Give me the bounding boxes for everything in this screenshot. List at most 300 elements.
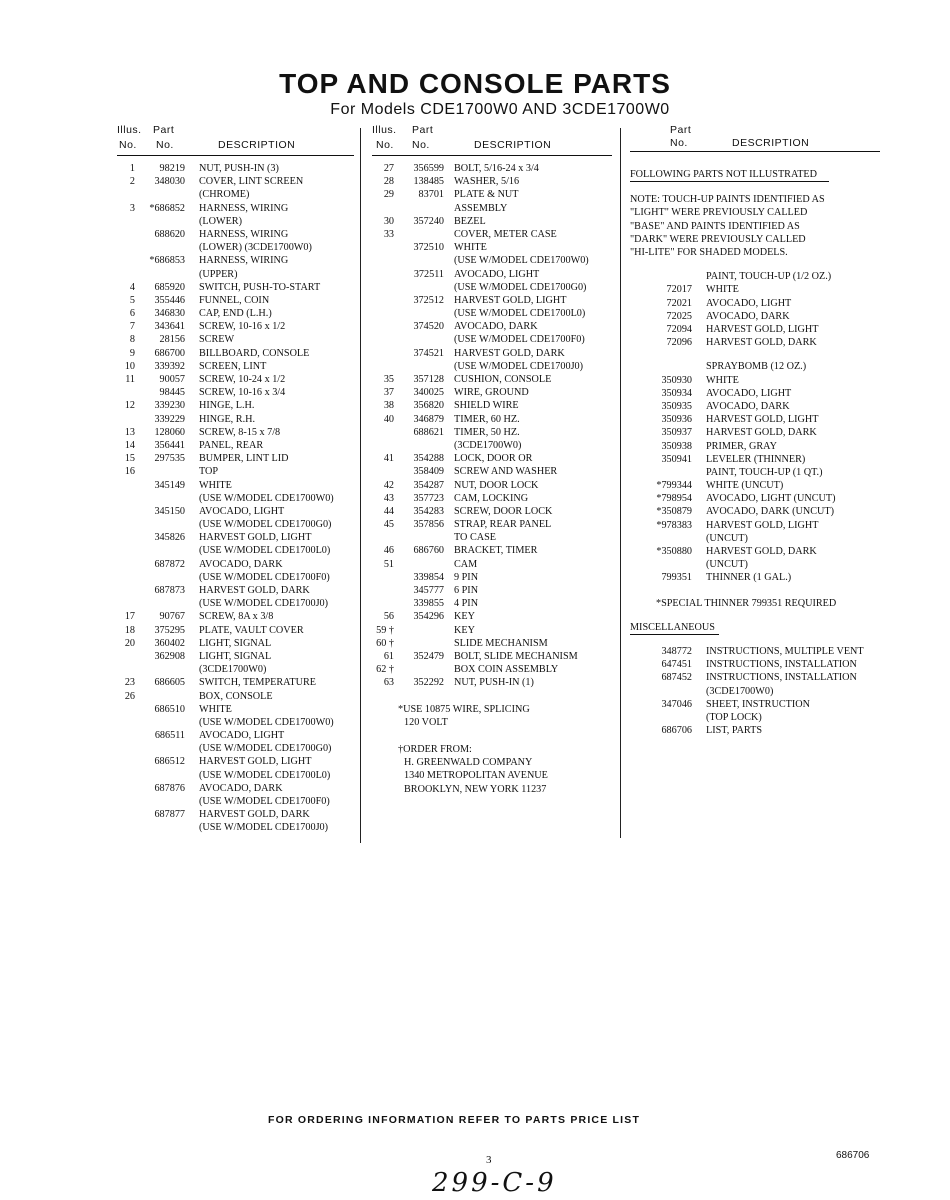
illus-no-header: No. xyxy=(119,139,137,151)
part-description: PANEL, REAR xyxy=(199,439,264,451)
illus-number: 45 xyxy=(383,519,394,531)
part-description: BOLT, 5/16-24 x 3/4 xyxy=(454,163,539,174)
parts-row xyxy=(117,505,354,518)
part-number: 28156 xyxy=(159,334,185,346)
part-description: HINGE, R.H. xyxy=(199,413,256,425)
illus-number: 40 xyxy=(383,413,394,425)
parts-row xyxy=(372,676,612,689)
part-number: 72025 xyxy=(666,310,692,322)
note-line: BROOKLYN, NEW YORK 11237 xyxy=(404,783,547,795)
part-number: 686511 xyxy=(154,730,185,742)
part-number: 128060 xyxy=(154,426,185,438)
illus-number: 26 xyxy=(124,690,135,702)
parts-row xyxy=(630,671,880,684)
part-number: 98219 xyxy=(159,163,185,174)
parts-row xyxy=(117,413,354,426)
parts-row xyxy=(630,400,880,413)
illus-number: 8 xyxy=(129,334,135,346)
parts-row xyxy=(630,492,880,505)
part-number: 350935 xyxy=(661,400,692,412)
part-description: LIST, PARTS xyxy=(706,725,762,737)
illus-number: 11 xyxy=(125,374,135,385)
part-number: *686853 xyxy=(149,255,185,267)
part-number: 372512 xyxy=(413,294,444,306)
part-number: 356820 xyxy=(413,400,444,412)
part-description: HARVEST GOLD, LIGHT xyxy=(706,323,819,335)
illus-number: 29 xyxy=(383,189,394,201)
parts-row xyxy=(117,637,354,650)
parts-row xyxy=(117,188,354,201)
part-description: FUNNEL, COIN xyxy=(199,294,270,306)
part-description: (USE W/MODEL CDE1700G0) xyxy=(199,743,332,755)
part-number: 350936 xyxy=(661,414,692,426)
part-description: TOP xyxy=(199,466,219,478)
part-header: Part xyxy=(412,124,434,136)
part-number: 357856 xyxy=(413,519,444,531)
note-line: †ORDER FROM: xyxy=(398,743,472,755)
parts-row xyxy=(630,453,880,466)
part-description: HARVEST GOLD, DARK xyxy=(199,809,310,821)
part-number: 686605 xyxy=(154,677,185,689)
illus-number: 37 xyxy=(383,387,394,399)
column-header xyxy=(372,124,612,158)
illus-number: 59 † xyxy=(376,624,394,636)
parts-row xyxy=(372,347,612,360)
parts-row xyxy=(117,241,354,254)
part-number: 354288 xyxy=(413,453,444,465)
part-description: (USE W/MODEL CDE1700W0) xyxy=(454,255,589,267)
part-description: SCREW AND WASHER xyxy=(454,466,558,478)
part-description: BEZEL xyxy=(454,215,486,227)
part-description: SLIDE MECHANISM xyxy=(454,637,548,649)
description-header: DESCRIPTION xyxy=(218,139,296,151)
ordering-footer: FOR ORDERING INFORMATION REFER TO PARTS PRICE LIST xyxy=(268,1114,641,1126)
parts-row xyxy=(117,452,354,465)
parts-row xyxy=(117,518,354,531)
part-no-header: No. xyxy=(670,137,688,149)
parts-row xyxy=(630,413,880,426)
note-line: "HI-LITE" FOR SHADED MODELS. xyxy=(630,247,788,259)
part-number: 356441 xyxy=(154,439,185,451)
part-number: 345150 xyxy=(154,505,185,517)
part-number: 346879 xyxy=(413,413,444,425)
part-number: 348030 xyxy=(154,176,185,188)
parts-row xyxy=(117,254,354,267)
parts-row xyxy=(372,413,612,426)
part-number: 372511 xyxy=(413,268,444,280)
illus-number: 18 xyxy=(124,624,135,636)
part-number: 358409 xyxy=(413,466,444,478)
illus-number: 20 xyxy=(124,637,135,649)
illus-number: 5 xyxy=(129,294,135,306)
part-description: WHITE xyxy=(454,242,487,254)
parts-row xyxy=(630,658,880,671)
part-description: HARNESS, WIRING xyxy=(199,255,289,267)
part-description: WASHER, 5/16 xyxy=(454,176,520,188)
part-description: NUT, PUSH-IN (1) xyxy=(454,677,534,689)
part-number: 350941 xyxy=(661,453,692,465)
part-description: INSTRUCTIONS, INSTALLATION xyxy=(706,659,857,671)
parts-row xyxy=(117,703,354,716)
part-description: CAM xyxy=(454,558,478,570)
part-number: *798954 xyxy=(656,493,692,505)
parts-row xyxy=(117,531,354,544)
parts-row xyxy=(372,228,612,241)
parts-row xyxy=(117,571,354,584)
illus-number: 42 xyxy=(383,479,394,491)
illus-number: 27 xyxy=(383,163,394,174)
parts-row xyxy=(372,373,612,386)
paint-note xyxy=(630,193,880,259)
part-number: 72094 xyxy=(666,323,692,335)
part-number: 686706 xyxy=(661,725,692,737)
part-description: NUT, PUSH-IN (3) xyxy=(199,163,279,174)
parts-row xyxy=(117,676,354,689)
illus-number: 43 xyxy=(383,492,394,504)
part-number: 90767 xyxy=(159,611,185,623)
parts-row xyxy=(117,544,354,557)
parts-row xyxy=(630,571,880,584)
part-number: 72096 xyxy=(666,337,692,349)
part-description: KEY xyxy=(454,624,475,636)
special-thinner-note: *SPECIAL THINNER 799351 REQUIRED xyxy=(656,597,837,609)
parts-row xyxy=(372,531,612,544)
part-description: (TOP LOCK) xyxy=(706,711,762,723)
illus-number: 14 xyxy=(124,439,135,451)
parts-row xyxy=(372,281,612,294)
part-description: (3CDE1700W0) xyxy=(706,685,774,697)
part-description: LEVELER (THINNER) xyxy=(706,453,806,465)
part-description: (UNCUT) xyxy=(706,559,748,571)
parts-row xyxy=(117,320,354,333)
parts-row xyxy=(630,698,880,711)
part-number: 339229 xyxy=(154,413,185,425)
parts-row xyxy=(117,558,354,571)
parts-row xyxy=(372,386,612,399)
part-description: SWITCH, TEMPERATURE xyxy=(199,677,316,689)
description-header: DESCRIPTION xyxy=(732,137,810,149)
parts-row xyxy=(372,558,612,571)
order-note xyxy=(372,743,612,796)
parts-row xyxy=(372,268,612,281)
part-description: AVOCADO, DARK xyxy=(199,782,283,794)
part-description: HARNESS, WIRING xyxy=(199,202,289,214)
parts-row xyxy=(117,584,354,597)
part-description: (USE W/MODEL CDE1700J0) xyxy=(199,598,329,610)
note-line: 120 VOLT xyxy=(404,716,448,728)
part-description: (USE W/MODEL CDE1700W0) xyxy=(199,716,334,728)
part-description: LIGHT, SIGNAL xyxy=(199,650,272,662)
part-description: INSTRUCTIONS, INSTALLATION xyxy=(706,672,857,684)
parts-row xyxy=(117,175,354,188)
header-rule xyxy=(630,151,880,152)
parts-row xyxy=(117,360,354,373)
parts-row xyxy=(372,571,612,584)
part-description: HARVEST GOLD, LIGHT xyxy=(454,294,567,306)
parts-row xyxy=(117,821,354,834)
part-description: (LOWER) xyxy=(199,215,242,227)
parts-row xyxy=(630,545,880,558)
part-description: HARVEST GOLD, LIGHT xyxy=(706,414,819,426)
parts-row xyxy=(372,294,612,307)
parts-row xyxy=(117,782,354,795)
parts-column-2 xyxy=(372,124,612,796)
parts-row xyxy=(117,373,354,386)
illus-number: 13 xyxy=(124,426,135,438)
part-description: (USE W/MODEL CDE1700J0) xyxy=(199,822,329,834)
parts-row xyxy=(117,399,354,412)
part-description: (LOWER) (3CDE1700W0) xyxy=(199,242,312,254)
part-description: PLATE & NUT xyxy=(454,189,519,201)
parts-row xyxy=(372,624,612,637)
illus-number: 38 xyxy=(383,400,394,412)
parts-row xyxy=(117,742,354,755)
parts-row xyxy=(372,610,612,623)
parts-row xyxy=(117,268,354,281)
part-description: SCREW xyxy=(199,334,235,346)
part-description: PLATE, VAULT COVER xyxy=(199,624,304,636)
parts-row xyxy=(117,650,354,663)
part-no-header: No. xyxy=(412,139,430,151)
parts-row xyxy=(117,347,354,360)
part-description: AVOCADO, DARK xyxy=(454,321,538,333)
part-number: 339854 xyxy=(413,571,444,583)
part-description: SCREW, 10-16 x 1/2 xyxy=(199,321,286,333)
part-description: HARVEST GOLD, DARK xyxy=(199,585,310,596)
parts-row xyxy=(630,426,880,439)
illus-number: 7 xyxy=(129,321,135,333)
parts-row xyxy=(117,492,354,505)
parts-row xyxy=(630,440,880,453)
part-description: AVOCADO, LIGHT xyxy=(706,297,792,309)
part-number: 346830 xyxy=(154,308,185,320)
parts-row xyxy=(630,685,880,698)
illus-number: 2 xyxy=(129,176,135,188)
part-description: PAINT, TOUCH-UP (1 QT.) xyxy=(706,466,823,478)
parts-row xyxy=(117,610,354,623)
parts-row xyxy=(117,690,354,703)
part-description: (USE W/MODEL CDE1700G0) xyxy=(199,519,332,531)
part-description: WHITE xyxy=(706,284,739,296)
wire-note xyxy=(372,703,612,729)
part-description: HARVEST GOLD, DARK xyxy=(706,427,817,439)
part-description: (USE W/MODEL CDE1700W0) xyxy=(199,492,334,504)
note-line: "BASE" AND PAINTS IDENTIFIED AS xyxy=(630,220,800,232)
illus-number: 62 † xyxy=(376,664,394,676)
parts-row xyxy=(117,333,354,346)
part-number: 687872 xyxy=(154,558,185,570)
parts-row xyxy=(117,479,354,492)
part-description: BOLT, SLIDE MECHANISM xyxy=(454,650,578,662)
parts-row xyxy=(372,399,612,412)
part-description: AVOCADO, LIGHT xyxy=(706,387,792,399)
part-description: LIGHT, SIGNAL xyxy=(199,637,272,649)
parts-row xyxy=(372,492,612,505)
part-number: 138485 xyxy=(413,176,444,188)
parts-row xyxy=(117,439,354,452)
part-number: 355446 xyxy=(154,294,185,306)
parts-row xyxy=(372,544,612,557)
illus-number: 63 xyxy=(383,677,394,689)
part-number: 350934 xyxy=(661,387,692,399)
part-description: HARVEST GOLD, LIGHT xyxy=(706,519,819,531)
part-description: AVOCADO, LIGHT xyxy=(454,268,540,280)
illus-number: 12 xyxy=(124,400,135,412)
parts-row xyxy=(372,663,612,676)
illus-number: 6 xyxy=(129,308,135,320)
part-description: 6 PIN xyxy=(454,585,479,596)
part-description: CAM, LOCKING xyxy=(454,492,529,504)
part-number: 345149 xyxy=(154,479,185,491)
part-description: WHITE xyxy=(706,374,739,386)
part-number: *978383 xyxy=(656,519,692,531)
paint-heading: PAINT, TOUCH-UP (1/2 OZ.) xyxy=(706,271,832,283)
parts-row xyxy=(630,505,880,518)
part-description: (USE W/MODEL CDE1700F0) xyxy=(454,334,585,346)
part-description: AVOCADO, LIGHT (UNCUT) xyxy=(706,493,836,505)
part-number: 688620 xyxy=(154,228,185,240)
illus-number: 1 xyxy=(129,163,135,174)
part-description: 4 PIN xyxy=(454,598,479,610)
part-description: AVOCADO, DARK xyxy=(706,310,790,322)
part-description: SHEET, INSTRUCTION xyxy=(706,698,810,710)
part-number: 339392 xyxy=(154,360,185,372)
part-description: BOX, CONSOLE xyxy=(199,690,273,702)
part-description: SCREEN, LINT xyxy=(199,360,267,372)
document-number: 686706 xyxy=(836,1150,870,1161)
part-number: *350880 xyxy=(656,546,692,557)
part-number: 350930 xyxy=(661,374,692,386)
part-number: 799351 xyxy=(661,572,692,584)
parts-row xyxy=(117,624,354,637)
part-number: *686852 xyxy=(149,202,185,214)
part-description: PRIMER, GRAY xyxy=(706,440,777,452)
column-divider xyxy=(360,128,361,843)
part-description: COVER, METER CASE xyxy=(454,228,557,240)
part-number: 686512 xyxy=(154,756,185,768)
part-number: 343641 xyxy=(154,321,185,333)
part-number: 357723 xyxy=(413,492,444,504)
part-description: SHIELD WIRE xyxy=(454,400,519,412)
part-number: 345826 xyxy=(154,532,185,544)
parts-row xyxy=(630,297,880,310)
part-description: (USE W/MODEL CDE1700J0) xyxy=(454,360,584,372)
parts-row xyxy=(372,505,612,518)
illus-number: 9 xyxy=(129,347,135,359)
parts-row xyxy=(117,716,354,729)
part-number: 687452 xyxy=(661,672,692,684)
misc-heading: MISCELLANEOUS xyxy=(630,621,719,635)
part-description: STRAP, REAR PANEL xyxy=(454,519,552,531)
header-rule xyxy=(117,155,354,156)
illus-number: 61 xyxy=(383,650,394,662)
illus-header: Illus. xyxy=(372,124,397,136)
part-description: ASSEMBLY xyxy=(454,202,508,214)
parts-row xyxy=(372,202,612,215)
part-description: HARVEST GOLD, DARK xyxy=(706,546,817,557)
parts-row xyxy=(630,466,880,479)
parts-row xyxy=(630,323,880,336)
part-description: HARVEST GOLD, DARK xyxy=(706,337,817,349)
part-number: 347046 xyxy=(661,698,692,710)
part-number: 647451 xyxy=(661,659,692,671)
part-description: SCREW, 10-24 x 1/2 xyxy=(199,374,286,385)
part-number: 686760 xyxy=(413,545,444,557)
part-description: THINNER (1 GAL.) xyxy=(706,572,792,584)
part-description: CUSHION, CONSOLE xyxy=(454,374,552,385)
illus-number: 3 xyxy=(129,202,135,214)
parts-row xyxy=(117,162,354,175)
part-description: CAP, END (L.H.) xyxy=(199,308,272,320)
illus-number: 51 xyxy=(383,558,394,570)
part-description: NUT, DOOR LOCK xyxy=(454,479,539,491)
part-description: AVOCADO, DARK xyxy=(199,558,283,570)
not-illustrated-heading: FOLLOWING PARTS NOT ILLUSTRATED xyxy=(630,168,829,182)
part-number: 340025 xyxy=(413,387,444,399)
parts-row xyxy=(372,584,612,597)
parts-row xyxy=(372,254,612,267)
part-description: SCREW, 8-15 x 7/8 xyxy=(199,426,281,438)
note-line: NOTE: TOUCH-UP PAINTS IDENTIFIED AS xyxy=(630,194,825,206)
part-number: *799344 xyxy=(656,480,692,492)
parts-row xyxy=(630,479,880,492)
note-line: "LIGHT" WERE PREVIOUSLY CALLED xyxy=(630,207,808,219)
parts-row xyxy=(630,336,880,349)
parts-row xyxy=(117,426,354,439)
parts-row xyxy=(117,281,354,294)
part-description: (3CDE1700W0) xyxy=(199,664,267,676)
parts-row xyxy=(117,307,354,320)
part-description: AVOCADO, LIGHT xyxy=(199,730,285,742)
spray-heading: SPRAYBOMB (12 OZ.) xyxy=(706,361,807,373)
parts-row xyxy=(630,711,880,724)
handwritten-note: 299-C-9 xyxy=(432,1168,557,1198)
part-number: 90057 xyxy=(159,374,185,385)
part-number: *350879 xyxy=(656,506,692,518)
part-number: 354296 xyxy=(413,611,444,623)
part-description: AVOCADO, DARK (UNCUT) xyxy=(706,506,835,518)
parts-row xyxy=(372,162,612,175)
parts-row xyxy=(117,769,354,782)
illus-number: 17 xyxy=(124,611,135,623)
parts-row xyxy=(117,729,354,742)
parts-row xyxy=(372,175,612,188)
part-description: HARNESS, WIRING xyxy=(199,228,289,240)
part-number: 348772 xyxy=(661,645,692,657)
part-description: TIMER, 50 HZ. xyxy=(454,426,520,438)
part-number: 374520 xyxy=(413,321,444,333)
parts-row xyxy=(117,597,354,610)
part-description: WHITE (UNCUT) xyxy=(706,480,784,492)
illus-number: 16 xyxy=(124,466,135,478)
parts-row xyxy=(372,650,612,663)
part-number: 72017 xyxy=(666,284,692,296)
part-description: HARVEST GOLD, LIGHT xyxy=(199,532,312,544)
illus-number: 60 † xyxy=(376,637,394,649)
illus-header: Illus. xyxy=(117,124,142,136)
parts-row xyxy=(117,808,354,821)
part-description: BOX COIN ASSEMBLY xyxy=(454,664,559,676)
column-divider xyxy=(620,128,621,838)
part-description: (USE W/MODEL CDE1700L0) xyxy=(199,545,331,557)
part-description: (USE W/MODEL CDE1700L0) xyxy=(199,769,331,781)
parts-row xyxy=(630,283,880,296)
parts-row xyxy=(372,426,612,439)
part-description: AVOCADO, DARK xyxy=(706,400,790,412)
illus-number: 56 xyxy=(383,611,394,623)
part-description: (UNCUT) xyxy=(706,532,748,544)
part-description: HINGE, L.H. xyxy=(199,400,255,412)
